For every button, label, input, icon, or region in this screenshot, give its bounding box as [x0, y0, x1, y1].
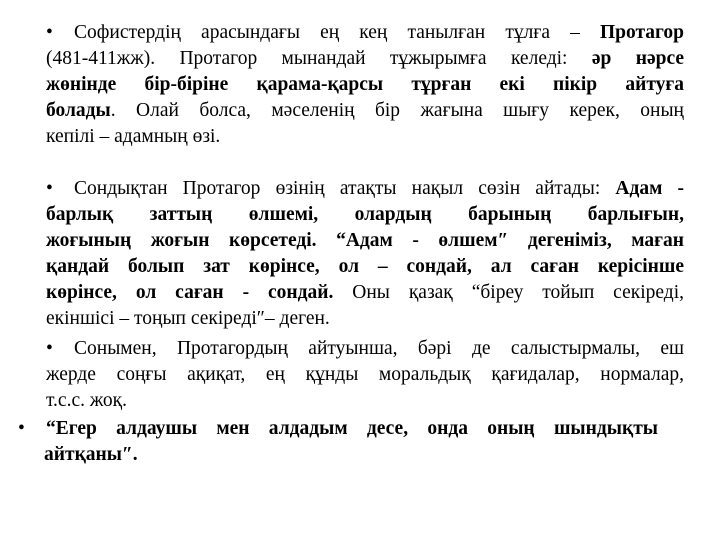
- bullet-icon: •: [18, 418, 25, 439]
- bullet-icon: •: [46, 22, 53, 43]
- text-segment: қандай болып зат көрінсе, ол – сондай, ал саған керісінше: [46, 256, 684, 277]
- text-segment: кепілі – адамның өзі.: [46, 126, 221, 147]
- text-line: [46, 46, 684, 72]
- text-line: [46, 254, 684, 280]
- text-line: [18, 416, 658, 442]
- paragraph-protagoras-intro: [46, 20, 684, 150]
- text-segment: барлық заттың өлшемі, олардың барының барлығын,: [46, 204, 684, 225]
- text-line: [46, 124, 684, 150]
- paragraph-liar-quote: [18, 416, 658, 468]
- text-segment: т.с.с. жоқ.: [46, 390, 127, 411]
- text-line: [46, 280, 684, 306]
- text-segment: Софистердің арасындағы ең кең танылған тұлға –: [74, 22, 600, 43]
- text-segment: жерде соңғы ақиқат, ең құнды моральдық қағидалар, нормалар,: [46, 364, 684, 385]
- text-segment: Адам -: [615, 178, 684, 199]
- text-line: [46, 228, 684, 254]
- text-segment: екіншісі – тоңып секіреді″– деген.: [46, 308, 330, 329]
- bullet-icon: •: [46, 178, 53, 199]
- text-line: [46, 202, 684, 228]
- text-segment: . Олай болса, мәселенің бір жағына шығу керек, оның: [110, 100, 684, 121]
- text-segment: Сондықтан Протагор өзінің атақты нақыл сөзін айтады:: [74, 178, 616, 199]
- text-segment: (481-411жж). Протагор мынандай тұжырымға келеді:: [46, 48, 592, 69]
- paragraph-man-is-measure: [46, 176, 684, 332]
- text-segment: болады: [46, 100, 111, 121]
- text-segment: Оны қазақ “біреу тойып секіреді,: [333, 282, 684, 303]
- text-segment: жөнінде бір-біріне қарама-қарсы тұрған екі пікір айтуға: [46, 74, 684, 95]
- text-line: [46, 176, 684, 202]
- text-line: [46, 98, 684, 124]
- bullet-icon: •: [46, 338, 53, 359]
- text-line: [46, 72, 684, 98]
- text-line: [46, 362, 684, 388]
- text-segment: “Егер алдаушы мен алдадым десе, онда оның шындықты: [46, 418, 658, 439]
- text-segment: Протагор: [599, 22, 684, 43]
- text-segment: айтқаны″.: [44, 444, 138, 465]
- paragraph-relativism: [46, 336, 684, 414]
- text-segment: жоғының жоғын көрсетеді. “Адам - өлшем″ дегеніміз, маған: [46, 230, 684, 251]
- text-line: [18, 442, 658, 468]
- text-segment: әр нәрсе: [591, 48, 684, 69]
- text-segment: көрінсе, ол саған - сондай.: [46, 282, 334, 303]
- text-line: [46, 20, 684, 46]
- text-line: [46, 388, 684, 414]
- text-segment: Сонымен, Протагордың айтуынша, бәрі де салыстырмалы, еш: [74, 338, 684, 359]
- text-line: [46, 336, 684, 362]
- text-line: [46, 306, 684, 332]
